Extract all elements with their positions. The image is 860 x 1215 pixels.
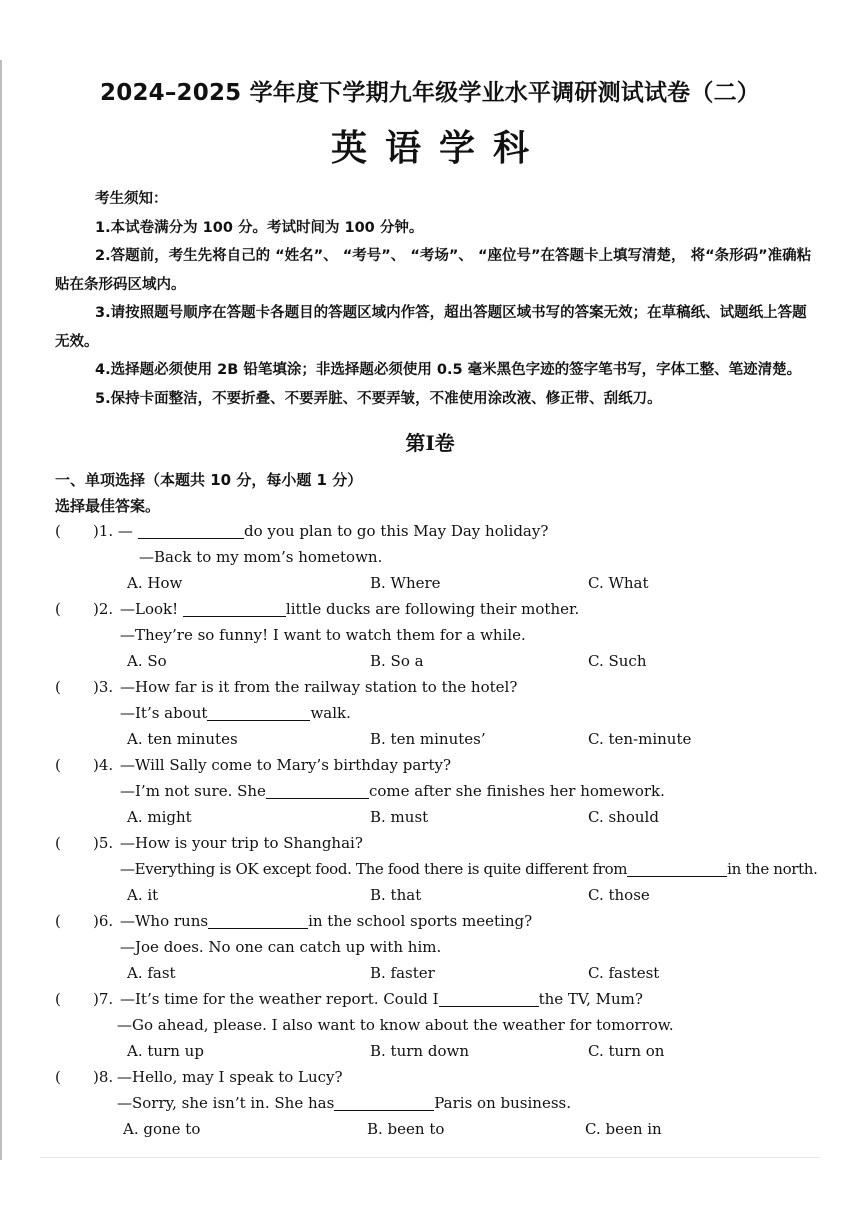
question-stem: —It’s time for the weather report. Could I the TV, Mum?	[120, 990, 643, 1008]
section-instruction: 选择最佳答案。	[55, 497, 161, 515]
question-4	[55, 752, 825, 830]
option-c[interactable]: C. fastest	[588, 964, 660, 982]
question-response: —Go ahead, please. I also want to know about the weather for tomorrow.	[117, 1016, 674, 1034]
answer-blank[interactable]	[439, 989, 539, 1007]
answer-paren[interactable]: ( )6.	[55, 912, 114, 930]
option-a[interactable]: A. gone to	[123, 1120, 201, 1138]
notice-item-5: 5.保持卡面整洁，不要折叠、不要弄脏、不要弄皱，不准使用涂改液、修正带、刮纸刀。	[95, 390, 662, 407]
question-response: —Sorry, she isn’t in. She has Paris on business.	[117, 1094, 571, 1112]
question-8	[55, 1064, 825, 1142]
candidate-notice	[55, 185, 815, 413]
option-c[interactable]: C. been in	[585, 1120, 662, 1138]
answer-paren[interactable]: ( )4.	[55, 756, 114, 774]
question-response: —Back to my mom’s hometown.	[139, 548, 383, 566]
option-row	[55, 804, 825, 830]
option-a[interactable]: A. it	[127, 886, 159, 904]
option-row	[55, 960, 825, 986]
notice-item-3: 3.请按照题号顺序在答题卡各题目的答题区域内作答，超出答题区域书写的答案无效；在草稿纸、试题纸上答题无效。	[55, 305, 807, 350]
option-row	[55, 648, 825, 674]
answer-blank[interactable]	[627, 859, 727, 877]
option-b[interactable]: B. Where	[370, 574, 441, 592]
volume-heading: 第I卷	[405, 431, 455, 455]
question-stem: —Look! little ducks are following their mother.	[120, 600, 580, 618]
option-a[interactable]: A. turn up	[127, 1042, 204, 1060]
option-c[interactable]: C. What	[588, 574, 649, 592]
option-a[interactable]: A. fast	[127, 964, 176, 982]
answer-paren[interactable]: ( )2.	[55, 600, 114, 618]
question-1	[55, 518, 825, 596]
option-a[interactable]: A. might	[127, 808, 192, 826]
option-b[interactable]: B. faster	[370, 964, 435, 982]
option-row	[55, 1038, 825, 1064]
section-heading	[55, 467, 362, 519]
answer-paren[interactable]: ( )8.	[55, 1068, 114, 1086]
question-7	[55, 986, 825, 1064]
section-title: 一、单项选择（本题共 10 分，每小题 1 分）	[55, 471, 363, 489]
notice-item-1: 1.本试卷满分为 100 分。考试时间为 100 分钟。	[95, 219, 424, 236]
option-b[interactable]: B. that	[370, 886, 422, 904]
question-list	[55, 518, 825, 1142]
answer-paren[interactable]: ( )3.	[55, 678, 114, 696]
notice-item-2: 2.答题前，考生先将自己的 “姓名”、 “考号”、 “考场”、 “座位号”在答题卡上填写清楚， 将“条形码”准确粘贴在条形码区域内。	[55, 248, 812, 293]
question-5	[55, 830, 825, 908]
question-response: —They’re so funny! I want to watch them for a while.	[120, 626, 526, 644]
question-3	[55, 674, 825, 752]
option-c[interactable]: C. Such	[588, 652, 647, 670]
answer-blank[interactable]	[138, 521, 244, 539]
page-bottom-divider	[40, 1157, 820, 1158]
option-row	[55, 1116, 825, 1142]
option-b[interactable]: B. So a	[370, 652, 424, 670]
option-row	[55, 570, 825, 596]
option-a[interactable]: A. How	[127, 574, 183, 592]
option-b[interactable]: B. turn down	[370, 1042, 469, 1060]
question-stem: —How is your trip to Shanghai?	[120, 834, 363, 852]
question-stem: —Will Sally come to Mary’s birthday party?	[120, 756, 451, 774]
option-row	[55, 882, 825, 908]
answer-blank[interactable]	[334, 1093, 434, 1111]
option-row	[55, 726, 825, 752]
subject-title: 英语学科	[330, 128, 547, 169]
option-b[interactable]: B. been to	[367, 1120, 445, 1138]
question-6	[55, 908, 825, 986]
answer-paren[interactable]: ( )5.	[55, 834, 114, 852]
option-a[interactable]: A. ten minutes	[127, 730, 238, 748]
question-response: —Joe does. No one can catch up with him.	[120, 938, 442, 956]
question-stem: do you plan to go this May Day holiday?	[138, 518, 548, 544]
question-stem: —How far is it from the railway station to the hotel?	[120, 678, 518, 696]
question-response: —It’s about walk.	[120, 704, 351, 722]
notice-item-4: 4.选择题必须使用 2B 铅笔填涂；非选择题必须使用 0.5 毫米黑色字迹的签字笔书写，字体工整、笔迹清楚。	[95, 362, 802, 378]
answer-blank[interactable]	[208, 911, 308, 929]
answer-paren[interactable]: ( )7.	[55, 990, 114, 1008]
notice-heading: 考生须知：	[95, 191, 168, 207]
option-c[interactable]: C. should	[588, 808, 659, 826]
option-c[interactable]: C. ten-minute	[588, 730, 692, 748]
answer-blank[interactable]	[207, 703, 310, 721]
option-a[interactable]: A. So	[127, 652, 167, 670]
option-c[interactable]: C. those	[588, 886, 650, 904]
option-b[interactable]: B. ten minutes’	[370, 730, 486, 748]
option-b[interactable]: B. must	[370, 808, 429, 826]
answer-paren[interactable]: ( )1. —	[55, 522, 133, 540]
question-stem: —Who runs in the school sports meeting?	[120, 912, 533, 930]
question-response: —I’m not sure. She come after she finishes her homework.	[120, 782, 665, 800]
question-response: —Everything is OK except food. The food there is quite different from in the north.	[120, 860, 818, 878]
volume-numeral: I	[425, 431, 435, 455]
question-stem: —Hello, may I speak to Lucy?	[117, 1068, 343, 1086]
answer-blank[interactable]	[183, 599, 286, 617]
page-left-edge	[0, 60, 2, 1160]
question-2	[55, 596, 825, 674]
answer-blank[interactable]	[266, 781, 369, 799]
exam-title: 2024–2025 学年度下学期九年级学业水平调研测试试卷（二）	[100, 80, 760, 106]
option-c[interactable]: C. turn on	[588, 1042, 665, 1060]
